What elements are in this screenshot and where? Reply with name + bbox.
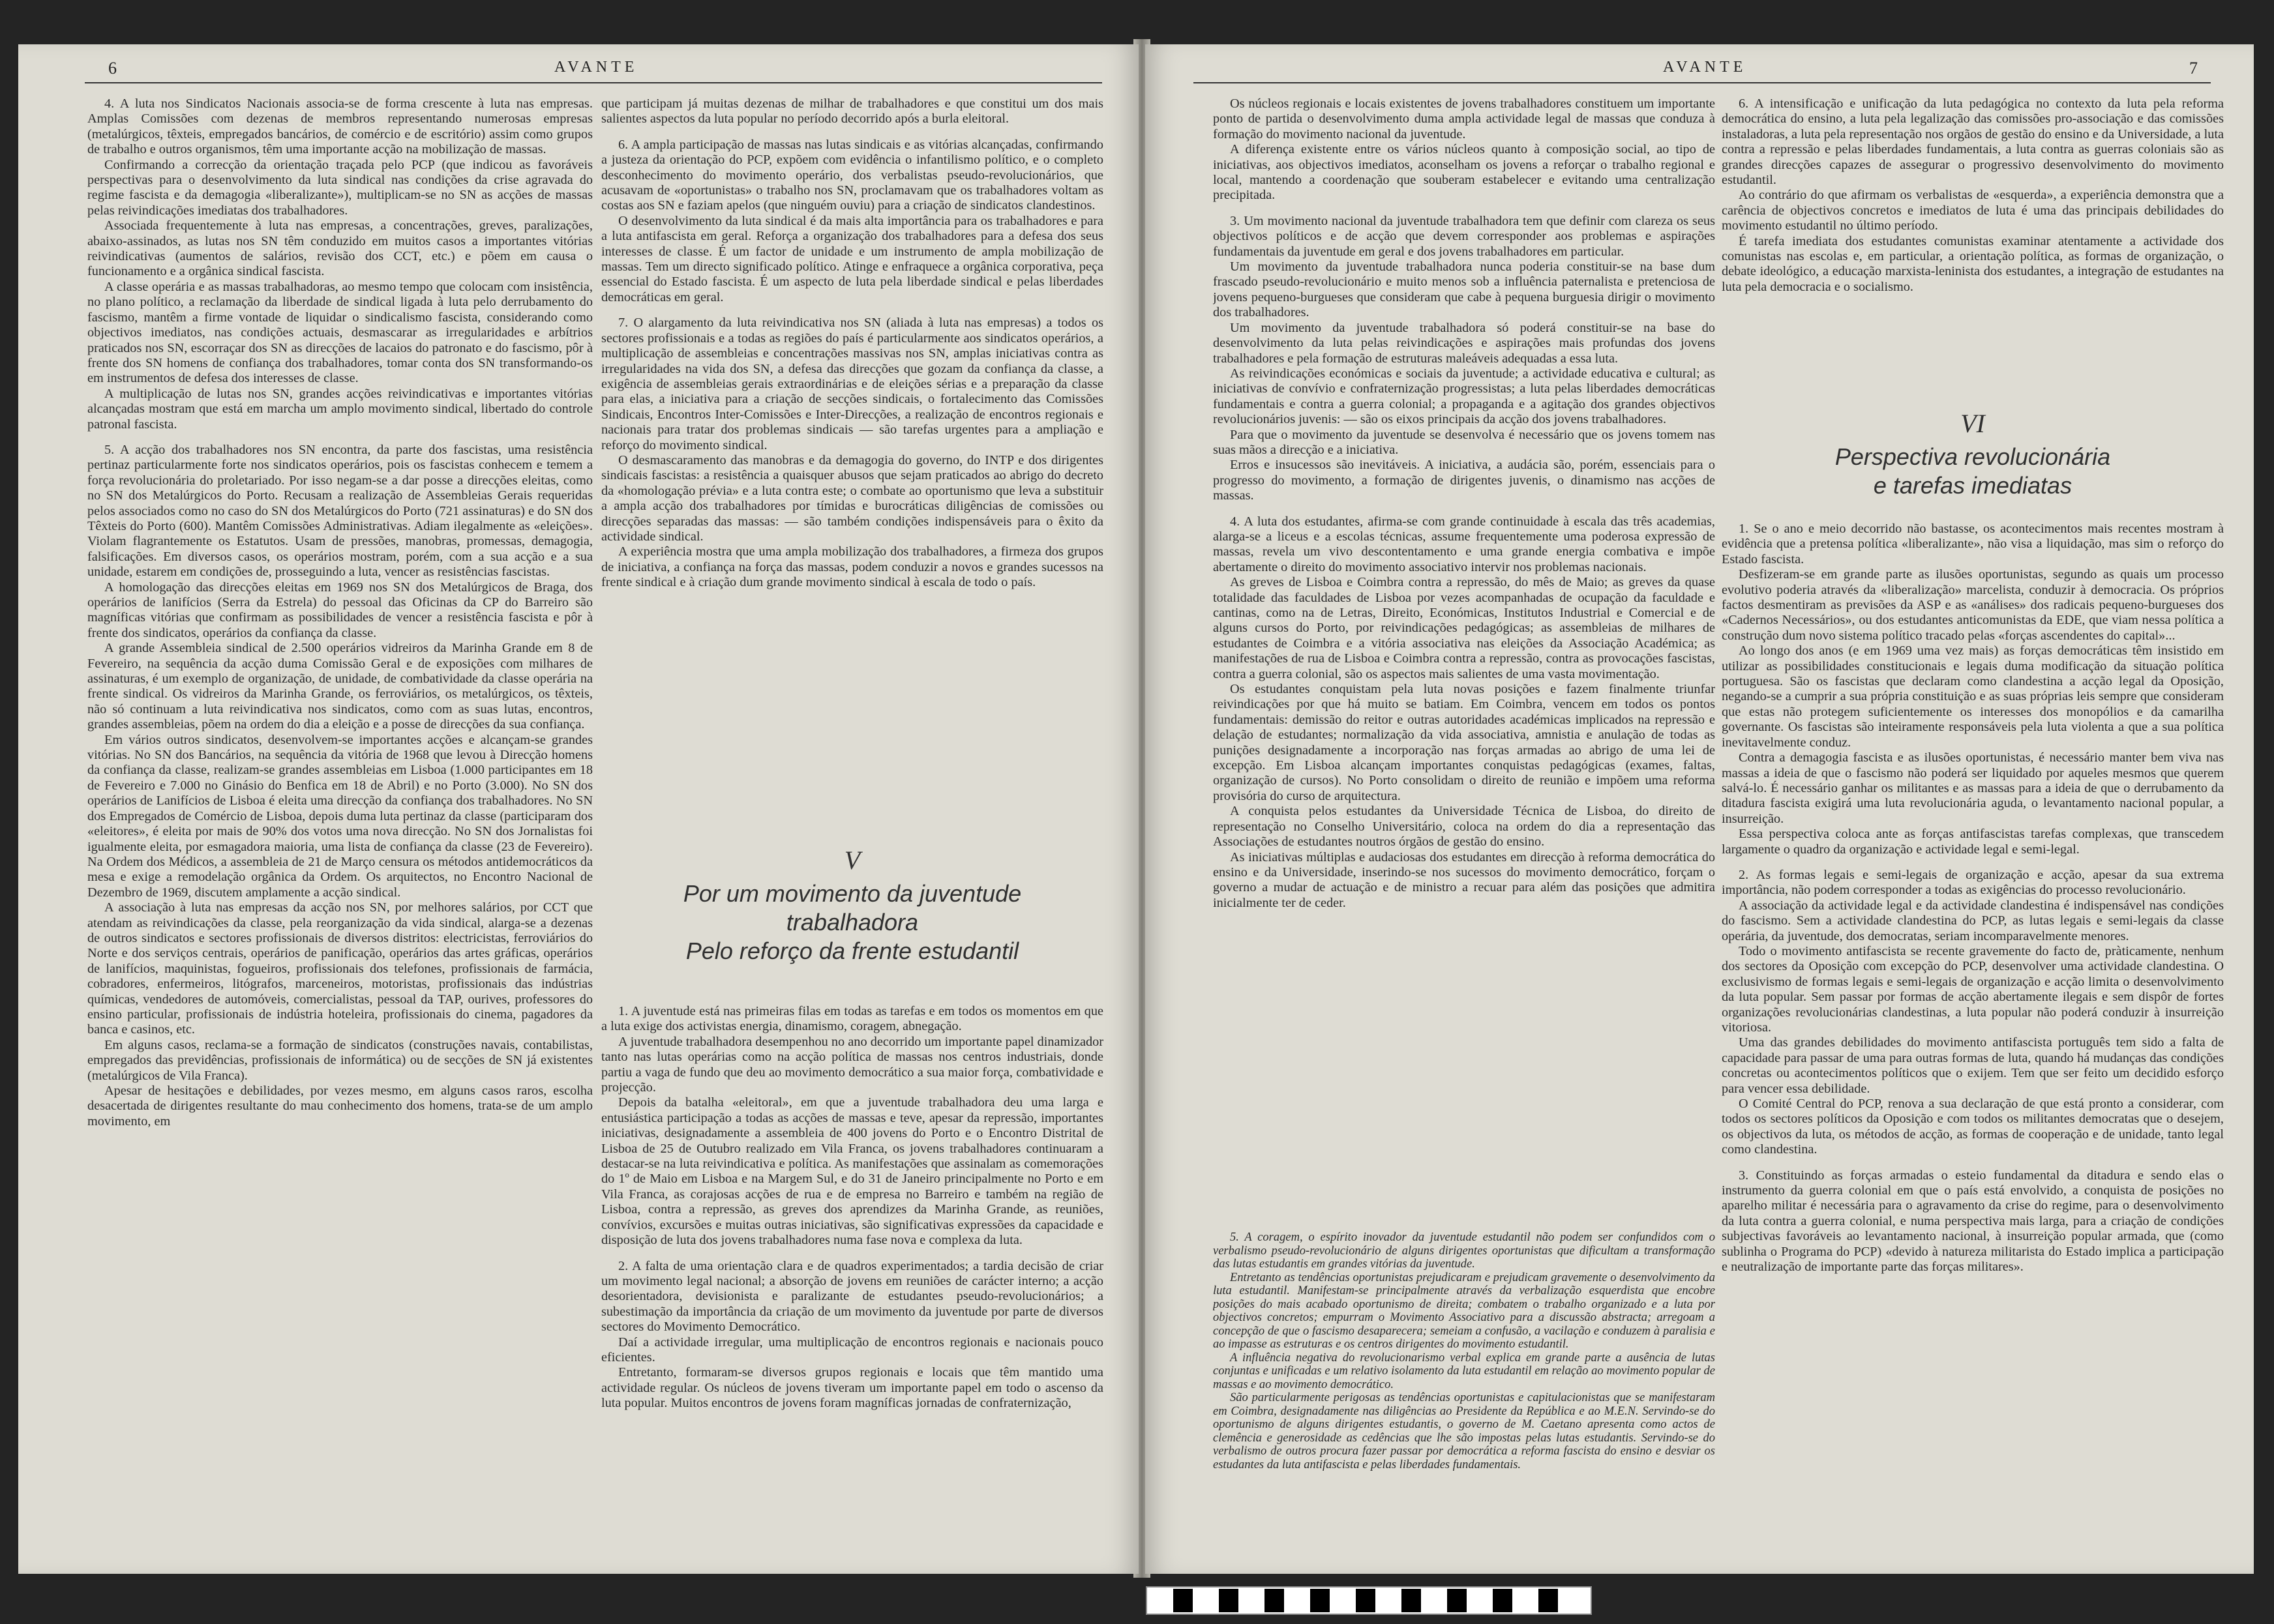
- paragraph: A experiência mostra que uma ampla mobilização dos trabalhadores, a firmeza dos grupos de iniciativa, a confiança na força das massas, podem conduzir a novos e grandes sucessos na frente sindical e à criação dum grande movimento sindical à escala de todo o país.: [601, 544, 1103, 590]
- paragraph: Um movimento da juventude trabalhadora só poderá constituir-se na base do desenvolvimento da luta pelas reivindicações e aspirações mais profundas dos jovens trabalhadores e pela formação de estruturas maleáveis adequadas a essa luta.: [1213, 320, 1715, 366]
- page-number: 6: [108, 59, 117, 78]
- paragraph: que participam já muitas dezenas de milhar de trabalhadores e que constitui um dos mais salientes aspectos da luta popular no período decorrido após a burla eleitoral.: [601, 96, 1103, 126]
- italic-paragraph: 5. A coragem, o espírito inovador da juventude estudantil não podem ser confundidos com o verbalismo pseudo-revolucionário de alguns dirigentes oportunistas que dificultam a transformação das lutas estudantis em grandes vitórias da juventude.: [1213, 1231, 1715, 1271]
- paragraph: A multiplicação de lutas nos SN, grandes acções reivindicativas e importantes vitórias alcançadas mostram que está em marcha um amplo movimento sindical, libertado do controle patronal fascista.: [87, 386, 593, 432]
- right-column-1: [1213, 96, 1715, 1218]
- paragraph: 1. Se o ano e meio decorrido não bastasse, os acontecimentos mais recentes mostram à evidência que a pretensa política «liberalizante», não visa a liquidação, mas sim o reforço do Estado fascista.: [1722, 522, 2224, 567]
- paragraph: Daí a actividade irregular, uma multiplicação de encontros regionais e nacionais pouco eficientes.: [601, 1335, 1103, 1365]
- calibration-block: [1493, 1589, 1512, 1612]
- section-vi-heading: [1722, 404, 2224, 500]
- paragraph: Contra a demagogia fascista e as ilusões oportunistas, é necessário manter bem viva nas massas a ideia de que o fascismo não poderá ser liquidado por aqueles mesmos que querem salvá-lo. É necessário ganhar os militantes e as massas para a ideia de que o derrubamento da ditadura fascista exigirá uma luta revolucionária aguda, o levantamento nacional popular, a insurreição.: [1722, 750, 2224, 826]
- paragraph: 7. O alargamento da luta reivindicativa nos SN (aliada à luta nas empresas) a todos os sectores profissionais e a todas as regiões do país é particularmente aos sindicatos operários, a multiplicação de assembleias e concentrações massivas nos SN, amplas iniciativas contra as irregularidades na vida dos SN, a defesa das direcções que gozam da confiança da classe, a exigência de assembleias gerais extraordinárias e de eleições sérias e a preparação da classe para elas, a iniciativa para a criação de secções sindicais, o fortalecimento das Comissões Sindicais, Encontros Inter-Comissões e Inter-Direcções, a realização de encontros regionais e nacionais para tratar dos problemas sindicais — são tarefas urgentes para a ampliação e reforço do movimento sindical.: [601, 316, 1103, 452]
- paragraph: Ao longo dos anos (e em 1969 uma vez mais) as forças democráticas têm insistido em utilizar as possibilidades constitucionais e legais duma modificação da situação política portuguesa. São os fascistas que declaram como clandestina a acção legal da Oposição, negando-se a cumprir a sua própria constituição e as suas próprias leis sempre que consideram que estas não protegem suficientemente os interesses dos monopólios e da camarilha governante. Os fascistas são inteiramente responsáveis pela luta violenta a que a sua política inevitavelmente conduz.: [1722, 643, 2224, 750]
- paragraph: 6. A ampla participação de massas nas lutas sindicais e as vitórias alcançadas, confirmando a justeza da orientação do PCP, expõem com evidência o infantilismo político, e o completo desconhecimento do movimento operário, dos verbalistas pseudo-revolucionários, que acusavam de «oportunistas» o trabalho nos SN, proclamavam que os trabalhadores voltam as costas aos SN e faziam apelos (que ninguém ouviu) para a criação de sindicatos clandestinos.: [601, 137, 1103, 213]
- paragraph: Depois da batalha «eleitoral», em que a juventude trabalhadora deu uma larga e entusiástica participação a todas as acções de massas e teve, apesar da repressão, importantes iniciativas, designadamente a assembleia de 400 jovens do Porto e o Encontro Distrital de Lisboa de 25 de Outubro realizado em Vila Franca, os jovens trabalhadores continuaram a destacar-se na luta reivindicativa e política. As manifestações que assinalam as comemorações do 1º de Maio em Lisboa e na Margem Sul, e do 31 de Janeiro principalmente no Porto e em Vila Franca, as corajosas acções de rua e de empresa no Barreiro e também na região de Lisboa, contra a repressão, as greves dos aprendizes da Marinha Grande, as reuniões, convívios, excursões e muitas outras iniciativas, são significativas expressões da capacidade e disposição de luta dos jovens trabalhadores numa fase nova e complexa da luta.: [601, 1095, 1103, 1248]
- paragraph: A associação da actividade legal e da actividade clandestina é indispensável nas condições do fascismo. Sem a actividade clandestina do PCP, as lutas legais e semi-legais da classe operária, da juventude, dos democratas, seriam incomparavelmente menores.: [1722, 898, 2224, 943]
- paragraph: Entretanto, formaram-se diversos grupos regionais e locais que têm mantido uma actividade regular. Os núcleos de jovens tiveram um importante papel em todo o ascenso da luta popular. Muitos encontros de jovens foram magníficas jornadas de confraternização,: [601, 1365, 1103, 1411]
- calibration-block: [1219, 1589, 1238, 1612]
- paragraph: Apesar de hesitações e debilidades, por vezes mesmo, em alguns casos raros, escolha desacertada de dirigentes resultante do mau conhecimento dos homens, trata-se de um amplo movimento, em: [87, 1084, 593, 1129]
- paragraph: Desfizeram-se em grande parte as ilusões oportunistas, segundo as quais um processo evolutivo poderia através da «liberalização» marcelista, conduzir à democracia. Os próprios factos desmentiram as previsões da ASP e as «análises» dos radicais pequeno-burgueses dos «Cadernos Necessários», ou dos estudantes anticomunistas da EDE, que viam nessa política a construção dum novo sistema político tracado pelas «forças ascendentes do capital»...: [1722, 567, 2224, 643]
- paragraph: Todo o movimento antifascista se recente gravemente do facto de, pràticamente, nenhum dos sectores da Oposição com excepção do PCP, desenvolver uma actividade clandestina. O exclusivismo de formas legais e semi-legais de organização e acção limita o desenvolvimento da luta popular. Sem passar por formas de acção abertamente ilegais e sem dispôr de fortes organizações revolucionárias clandestinas, a luta popular não poderá conduzir à insurreição vitoriosa.: [1722, 943, 2224, 1035]
- paragraph: Para que o movimento da juventude se desenvolva é necessário que os jovens tomem nas suas mãos a direcção e a iniciativa.: [1213, 427, 1715, 457]
- paragraph: O desenvolvimento da luta sindical é da mais alta importância para os trabalhadores e para a luta antifascista em geral. Reforça a organização dos trabalhadores para a defesa dos seus interesses de classe. É um factor de unidade e um instrumento de ampla mobilização de massas. Tem um directo significado político. Atinge e enfraquece a orgânica corporativa, peça essencial do Estado fascista. É um aspecto de luta pela liberdade sindical e pelas liberdades democráticas em geral.: [601, 213, 1103, 304]
- paragraph: Uma das grandes debilidades do movimento antifascista português tem sido a falta de capacidade para passar de uma para outras formas de luta, quando há mudanças das condições concretas ou acontecimentos políticos que o exijem. Tem que ser feito um decidido esforço para vencer essa debilidade.: [1722, 1035, 2224, 1096]
- paragraph: Associada frequentemente à luta nas empresas, a concentrações, greves, paralizações, abaixo-assinados, as lutas nos SN têm conduzido em muitos casos a importantes vitórias reivindicativas (aumentos de salários, revisão dos CCT, etc.) e põem em causa o funcionamento e a orgânica sindical fascista.: [87, 218, 593, 279]
- calibration-block: [1356, 1589, 1375, 1612]
- calibration-block: [1447, 1589, 1467, 1612]
- paragraph: Os estudantes conquistam pela luta novas posições e fazem finalmente triunfar reivindicações por que há muito se batiam. Em Coimbra, vencem em todos os pontos fundamentais: demissão do reitor e outras autoridades académicas implicados na repressão e delação de estudantes; normalização da vida associativa, amnistia e anulação de todas as punições designadamente a incorporação nas forças armadas ao abrigo de uma lei de excepção. Em Lisboa alcançam importantes conquistas pedagógicas (exames, faltas, organização de cursos). No Porto consolidam o direito de reunião e impõem uma reforma provisória do curso de arquitectura.: [1213, 682, 1715, 803]
- calibration-block: [1310, 1589, 1330, 1612]
- paragraph: Um movimento da juventude trabalhadora nunca poderia constituir-se na base dum frascado pseudo-revolucionário e muito menos sob a influência paternalista e pretenciosa de jovens pequeno-burgueses que consideram que cabe à pequena burguesia dirigir o movimento dos trabalhadores.: [1213, 259, 1715, 320]
- right-column-2-bottom: [1722, 522, 2224, 1558]
- calibration-block: [1401, 1589, 1421, 1612]
- page-number: 7: [2189, 59, 2198, 78]
- calibration-block: [1538, 1589, 1558, 1612]
- paragraph: É tarefa imediata dos estudantes comunistas examinar atentamente a actividade dos comunistas nas escolas e, em particular, a orientação política, as formas de organização, o debate ideológico, a educação marxista-leninista dos estudantes, a integração de estudantes na luta pela democracia e o socialismo.: [1722, 233, 2224, 294]
- left-column-1: [87, 96, 593, 1557]
- paragraph: Os núcleos regionais e locais existentes de jovens trabalhadores constituem um importante ponto de partida o desenvolvimento duma ampla actividade legal de massas que conduza à formação do movimento nacional da juventude.: [1213, 96, 1715, 141]
- paragraph: 1. A juventude está nas primeiras filas em todas as tarefas e em todos os momentos em que a luta exige dos activistas energia, dinamismo, coragem, abnegação.: [601, 1004, 1103, 1034]
- paragraph: 3. Constituindo as forças armadas o esteio fundamental da ditadura e sendo elas o instrumento da guerra colonial em que o país está envolvido, a conquista de posições no aparelho militar é necessária para o agravamento da crise do regime, para o desenvolvimento da luta contra a guerra colonial, e numa perspectiva mais larga, para a criação de condições subjectivas favoráveis ao levantamento nacional, à insurreição popular armada, que (como sublinha o Programa do PCP) «devido à natureza militarista do Estado implica a participação e neutralização de importante parte das forças militares».: [1722, 1168, 2224, 1275]
- paragraph: 5. A acção dos trabalhadores nos SN encontra, da parte dos fascistas, uma resistência pertinaz particularmente forte nos sindicatos operários, pois os fascistas conhecem e temem a força revolucionária do proletariado. Por isso negam-se a dar posse a direcções eleitas, como no SN dos Metalúrgicos do Porto. Recusam a realização de Assembleias Gerais requeridas pelos associados como no caso do SN dos Metalúrgicos do Porto (721 assinaturas) e do SN dos Têxteis do Porto (600). Mantêm Comissões Administrativas. Adiam ilegalmente as «eleições». Violam flagrantemente os Estatutos. Usam de pressões, manobras, promessas, demagogia, falsificações. Em diversos casos, os operários mostram, porém, com a sua acção e a sua unidade, estarem em condições de, prosseguindo a luta, vencer as resistências fascistas.: [87, 442, 593, 580]
- right-column-1-notes: [1213, 1231, 1715, 1557]
- paragraph: Ao contrário do que afirmam os verbalistas de «esquerda», a experiência demonstra que a carência de objectivos concretos e imediatos de luta é uma das principais debilidades do movimento estudantil no último período.: [1722, 188, 2224, 233]
- scan-calibration-strip: [1146, 1586, 1592, 1615]
- publication-title: AVANTE: [554, 59, 638, 76]
- section-number: VI: [1960, 409, 1985, 438]
- section-title-line: Perspectiva revolucionária: [1834, 443, 2111, 470]
- paragraph: 4. A luta nos Sindicatos Nacionais associa-se de forma crescente à luta nas empresas. Amplas Comissões com dezenas de membros representando numerosas empresas (metalúrgicos, têxteis, empregados bancários, de comércio e de escritório) assim como grupos de trabalho e outros organismos, têm uma importante acção na mobilização de massas.: [87, 96, 593, 157]
- italic-paragraph: Entretanto as tendências oportunistas prejudicaram e prejudicam gravemente o desenvolvimento da luta estudantil. Manifestam-se principalmente através da verbalização esquerdista que encobre posições do mais acabado oportunismo de direita; combatem o trabalho organizado e a luta por objectivos concretos; empurram o Movimento Associativo para a discussão abstracta; arregoam a concepção de que o fascismo desaparecera; semeiam a confusão, a vacilação e conduzem à paralisia e ao impasse as estruturas e os centros dirigentes do movimento estudantil.: [1213, 1271, 1715, 1351]
- section-title-line: e tarefas imediatas: [1873, 472, 2072, 499]
- right-page-header: [1193, 53, 2211, 83]
- paragraph: A conquista pelos estudantes da Universidade Técnica de Lisboa, do direito de representação no Conselho Universitário, coloca na ordem do dia a representação das Associações de estudantes noutros órgãos de gestão do ensino.: [1213, 804, 1715, 849]
- paragraph: A grande Assembleia sindical de 2.500 operários vidreiros da Marinha Grande em 8 de Fevereiro, na sequência da acção duma Comissão Geral e de exposições com milhares de assinaturas, é um exemplo de organização, de unidade, de combatividade da classe operária na frente sindical. Os vidreiros da Marinha Grande, os ferroviários, os metalúrgicos, os têxteis, não só continuam a luta reivindicativa nos sindicatos, como com as suas lutas, encontros, grandes assembleias, põem na ordem do dia a eleição e a posse de direcções da sua confiança.: [87, 641, 593, 732]
- left-column-2-top: [601, 96, 1103, 814]
- paragraph: A juventude trabalhadora desempenhou no ano decorrido um importante papel dinamizador tanto nas lutas operárias como na acção política de massas nos centros industriais, donde partiu a vaga de fundo que deu ao movimento democrático a sua maior força, combatividade e projecção.: [601, 1034, 1103, 1095]
- italic-paragraph: A influência negativa do revolucionarismo verbal explica em grande parte a ausência de lutas conjuntas e unificadas e um relativo isolamento da luta estudantil em relação ao movimento popular de massas e ao movimento democrático.: [1213, 1351, 1715, 1391]
- italic-paragraph: São particularmente perigosas as tendências oportunistas e capitulacionistas que se manifestaram em Coimbra, designadamente nas diligências ao Presidente da República e ao M.E.N. Servindo-se do oportunismo de alguns dirigentes estudantis, o governo de M. Caetano apresenta como actos de clemência e generosidade as cedências que lhe são impostas pelas lutas estudantis. Servindo-se do verbalismo de outros procura fazer passar por democrática a reforma fascista do ensino e desviar os estudantes da luta antifascista e pelas liberdades fundamentais.: [1213, 1391, 1715, 1471]
- section-title-line: Pelo reforço da frente estudantil: [685, 937, 1019, 964]
- paragraph: O desmascaramento das manobras e da demagogia do governo, do INTP e dos dirigentes sindicais fascistas: a resistência a quaisquer abusos que sejam praticados ao abrigo do decreto da «homologação prévia» e a luta contra este; o combate ao oportunismo que leva a substituir a ampla acção dos trabalhadores por tímidas e burocráticas diligências de comissões ou direcções separadas das massas: — são também condições indispensáveis para o êxito da actividade sindical.: [601, 452, 1103, 544]
- paragraph: 2. As formas legais e semi-legais de organização e acção, apesar da sua extrema importância, não podem corresponder a todas as exigências do processo revolucionário.: [1722, 867, 2224, 898]
- calibration-block: [1264, 1589, 1284, 1612]
- paragraph: Confirmando a correcção da orientação traçada pelo PCP (que indicou as favoráveis perspectivas para o desenvolvimento da luta sindical nas condições da crise agravada do regime fascista e da demagogia «liberalizante»), multiplicam-se no SN as acções de massas pelas reivindicações imediatas dos trabalhadores.: [87, 157, 593, 218]
- paragraph: As iniciativas múltiplas e audaciosas dos estudantes em direcção à reforma democrática do ensino e da Universidade, inserindo-se nos sucessos do movimento democrático, forçam o governo a mudar de actuação e de ministro a recuar para além das posições que admitira inicialmente ter de ceder.: [1213, 849, 1715, 910]
- section-v-heading: [601, 841, 1103, 966]
- paragraph: O Comité Central do PCP, renova a sua declaração de que está pronto a considerar, com todos os sectores políticos da Oposição e com todos os militantes democratas que o desejem, os objectivos da luta, os métodos de acção, as formas de cooperação e de unidade, tanto legal como clandestina.: [1722, 1097, 2224, 1157]
- right-column-2-top: [1722, 96, 2224, 396]
- paragraph: 2. A falta de uma orientação clara e de quadros experimentados; a tardia decisão de criar um movimento legal nacional; a absorção de jovens em reuniões de carácter interno; a acção desorientadora, devisionista e paralizante de estudantes pseudo-revolucionários; a subestimação da importância da criação de um movimento da juventude por parte de diversos sectores do Movimento Democrático.: [601, 1258, 1103, 1335]
- paragraph: 3. Um movimento nacional da juventude trabalhadora tem que definir com clareza os seus objectivos políticos e de acção que devem corresponder aos problemas e aspirações fundamentais da juventude em geral e dos jovens trabalhadores em particular.: [1213, 213, 1715, 259]
- paragraph: A classe operária e as massas trabalhadoras, ao mesmo tempo que colocam com insistência, no plano político, a reclamação da liberdade de sindical ligada à luta pelo derrubamento do fascismo, mantêm a firme vontade de liquidar o sindicalismo fascista, considerando como objectivos imediatos, nas condições actuais, desmascarar as irregularidades e arbítrios praticados nos SN, escorraçar dos SN as direcções de lacaios do patronato e do fascismo, pôr à frente dos SN homens de confiança dos trabalhadores, tomar conta dos SN transformando-os em instrumentos de defesa dos interesses de classe.: [87, 279, 593, 386]
- left-page-header: [85, 53, 1102, 83]
- section-title-line: trabalhadora: [786, 909, 919, 936]
- paragraph: A diferença existente entre os vários núcleos quanto à composição social, ao tipo de iniciativas, aos objectivos imediatos, aconselham os jovens a reforçar o trabalho regional e local, mantendo a coordenação que souberam estabelecer e evitando uma centralização precipitada.: [1213, 142, 1715, 203]
- paragraph: Em alguns casos, reclama-se a formação de sindicatos (construções navais, contabilistas, empregados das previdências, profissionais de informática) ou de secções de SN já existentes (metalúrgicos de Vila Franca).: [87, 1037, 593, 1083]
- paragraph: As greves de Lisboa e Coimbra contra a repressão, do mês de Maio; as greves da quase totalidade das faculdades de Lisboa por vezes acompanhadas de ocupação da faculdade e cantinas, como na de Letras, Direito, Económicas, Institutos Industrial e Comercial e de alguns cursos do Porto, por reivindicações pedagógicas; as assembleias de milhares de estudantes de Coimbra e a vitória associativa nas eleições da Associação Académica; as manifestações de rua de Lisboa e Coimbra contra a repressão, contra as provocações fascistas, contra a guerra colonial, são os aspectos mais salientes de uma vasta movimentação.: [1213, 575, 1715, 681]
- paragraph: A homologação das direcções eleitas em 1969 nos SN dos Metalúrgicos de Braga, dos operários de lanifícios (Serra da Estrela) do pessoal das Oficinas da CP do Barreiro são magníficas vitórias que confirmam as possibilidades de vencer a resistência fascista e pôr à frente dos sindicatos, operários da confiança da classe.: [87, 580, 593, 640]
- paragraph: Essa perspectiva coloca ante as forças antifascistas tarefas complexas, que transcedem largamente o quadro da organização e actividade legal e semi-legal.: [1722, 827, 2224, 857]
- section-number: V: [844, 846, 861, 875]
- calibration-block: [1173, 1589, 1193, 1612]
- section-title-line: Por um movimento da juventude: [683, 880, 1022, 907]
- left-column-2-bottom: [601, 1004, 1103, 1558]
- paragraph: 6. A intensificação e unificação da luta pedagógica no contexto da luta pela reforma democrática do ensino, a luta pela legalização das comissões pro-associação e das comissões instaladoras, a luta pela representação nos orgãos de gestão do ensino e da Universidade, a luta contra a repressão e pelas liberdades fundamentais, a luta contra as guerras coloniais são as grandes direcções capazes de assegurar o progressivo desenvolvimento do movimento estudantil.: [1722, 96, 2224, 188]
- paragraph: As reivindicações económicas e sociais da juventude; a actividade educativa e cultural; as iniciativas de convívio e confraternização progressistas; a luta pelas liberdades democráticas fundamentais e contra a guerra colonial; a propaganda e a agitação dos grandes objectivos revolucionários juvenis: — são os eixos principais da acção dos jovens trabalhadores.: [1213, 366, 1715, 427]
- publication-title: AVANTE: [1663, 59, 1747, 76]
- paragraph: Erros e insucessos são inevitáveis. A iniciativa, a audácia são, porém, essenciais para o progresso do movimento, a formação de dirigentes juvenis, o dinamismo nas acções de massas.: [1213, 458, 1715, 503]
- paragraph: A associação à luta nas empresas da acção nos SN, por melhores salários, por CCT que atendam as reivindicações da classe, pela reorganização da vida sindical, alarga-se a dezenas de outros sindicatos e sectores profissionais de diversos distritos: electricistas, ferroviários do Norte e dos serviços centrais, operários de panificação, operários das artes gráficas, operários de lanifícios, maquinistas, fogueiros, profissionais dos telefones, profissionais de farmácia, cobradores, enfermeiros, litógrafos, marceneiros, motoristas, profissionais das indústrias químicas, vendedores de automóveis, comercialistas, pessoal da TAP, ourives, professores do ensino particular, profissionais de indústria hoteleira, profissionais do cinema, pagadores da banca e casinos, etc.: [87, 900, 593, 1037]
- paragraph: Em vários outros sindicatos, desenvolvem-se importantes acções e alcançam-se grandes vitórias. No SN dos Bancários, na sequência da vitória de 1968 que levou à Direcção homens da confiança da classe, realizam-se grandes assembleias em Lisboa (1.000 participantes em 18 de Fevereiro e 7.000 no Ginásio do Benfica em 18 de Abril) e no Porto (3.000). No SN dos operários de Lanifícios de Lisboa é eleita uma direcção da confiança dos trabalhadores. No SN dos Empregados de Comércio de Lisboa, depois duma luta pertinaz da classe (participaram dos «eleitores», é eleita por mais de 90% dos votos uma nova direcção. No SN dos Jornalistas foi igualmente eleita, por esmagadora maioria, uma lista de confiança da classe (23 de Fevereiro). Na Ordem dos Médicos, a assembleia de 21 de Março censura os métodos antidemocráticos da mesa e exige a remodelação orgânica da Ordem. Os arquitectos, no Encontro Nacional de Dezembro de 1969, discutem amplamente a acção sindical.: [87, 732, 593, 900]
- paragraph: 4. A luta dos estudantes, afirma-se com grande continuidade à escala das três academias, alarga-se a liceus e a escolas técnicas, assume frequentemente uma poderosa expressão de massas, revela um vivo descontentamento e uma grande energia combativa e impõe abertamente o direito do movimento associativo intervir nos problemas nacionais.: [1213, 514, 1715, 574]
